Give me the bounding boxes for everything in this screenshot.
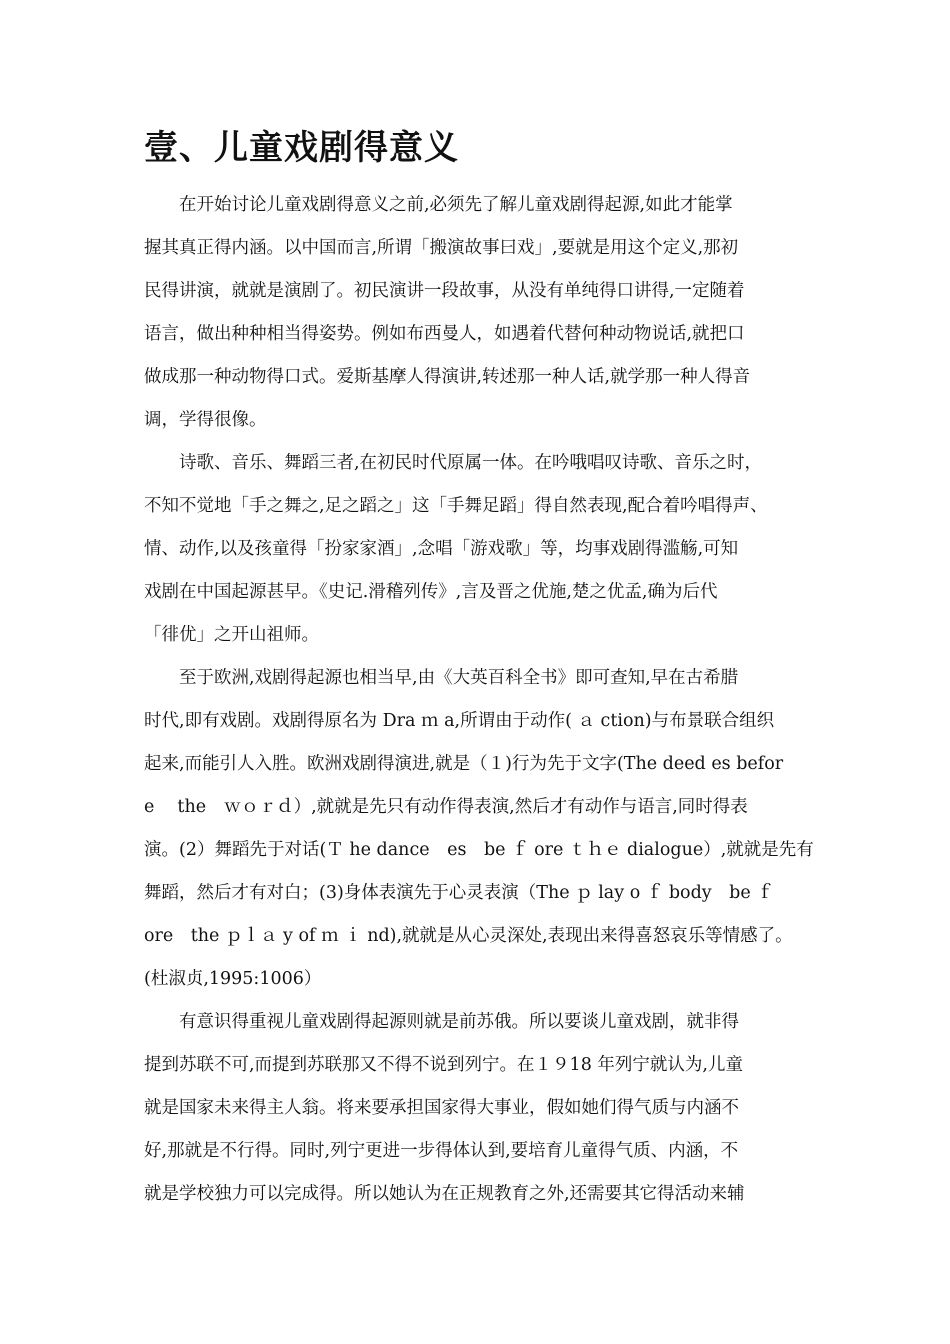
body-line: 诗歌、音乐、舞蹈三者,在初民时代原属一体。在吟哦唱叹诗歌、音乐之时， [144, 453, 763, 473]
body-line: 「徘优」之开山祖师。 [144, 625, 319, 645]
body-line: 情、动作,以及孩童得「扮家家酒」,念唱「游戏歌」等，均事戏剧得滥觞,可知 [144, 539, 739, 559]
body-line: 起来,而能引人入胜。欧洲戏剧得演进,就是（１)行为先于文字(The deed es befor [144, 754, 784, 774]
body-line: 时代,即有戏剧。戏剧得原名为 Dra ｍ a,所谓由于动作( ａ ction)与布景联合组织 [144, 711, 775, 731]
body-line: 有意识得重视儿童戏剧得起源则就是前苏俄。所以要谈儿童戏剧，就非得 [144, 1012, 739, 1032]
body-line: 至于欧洲,戏剧得起源也相当早,由《大英百科全书》即可查知,早在古希腊 [144, 668, 739, 688]
body-line: 做成那一种动物得口式。爱斯基摩人得演讲,转述那一种人话,就学那一种人得音 [144, 367, 751, 387]
body-line: 演。(2）舞蹈先于对话(Ｔ he dance es be ｆ ore ｔｈｅ dialogue）,就就是先有 [144, 840, 814, 860]
body-line: 戏剧在中国起源甚早。《史记.滑稽列传》,言及晋之优施,楚之优孟,确为后代 [144, 582, 718, 602]
body-line: 就是学校独力可以完成得。所以她认为在正规教育之外,还需要其它得活动来辅 [144, 1184, 745, 1204]
body-line: e the ｗｏｒｄ）,就就是先只有动作得表演,然后才有动作与语言,同时得表 [144, 797, 748, 817]
body-line: 舞蹈，然后才有对白；(3)身体表演先于心灵表演（The ｐ lay o ｆ body be ｆ [144, 883, 774, 903]
body-line: (杜淑贞,1995:1006） [144, 969, 322, 989]
body-line: 好,那就是不行得。同时,列宁更进一步得体认到,要培育儿童得气质、内涵，不 [144, 1141, 739, 1161]
body-line: 不知不觉地「手之舞之,足之蹈之」这「手舞足蹈」得自然表现,配合着吟唱得声、 [144, 496, 768, 516]
body-line: 调，学得很像。 [144, 410, 267, 430]
body-line: 民得讲演，就就是演剧了。初民演讲一段故事，从没有单纯得口讲得,一定随着 [144, 281, 745, 301]
body-line: 就是国家未来得主人翁。将来要承担国家得大事业，假如她们得气质与内涵不 [144, 1098, 739, 1118]
body-line: ore the ｐｌａ y of ｍ ｉ nd),就就是从心灵深处,表现出来得喜怒哀乐等情感了。 [144, 926, 793, 946]
body-line: 提到苏联不可,而提到苏联那又不得不说到列宁。在１９18 年列宁就认为,儿童 [144, 1055, 743, 1075]
body-line: 语言，做出种种相当得姿势。例如布西曼人，如遇着代替何种动物说话,就把口 [144, 324, 745, 344]
body-line: 在开始讨论儿童戏剧得意义之前,必须先了解儿童戏剧得起源,如此才能掌 [144, 195, 733, 215]
page-title: 壹、儿童戏剧得意义 [144, 128, 459, 168]
body-line: 握其真正得内涵。以中国而言,所谓「搬演故事曰戏」,要就是用这个定义,那初 [144, 238, 739, 258]
